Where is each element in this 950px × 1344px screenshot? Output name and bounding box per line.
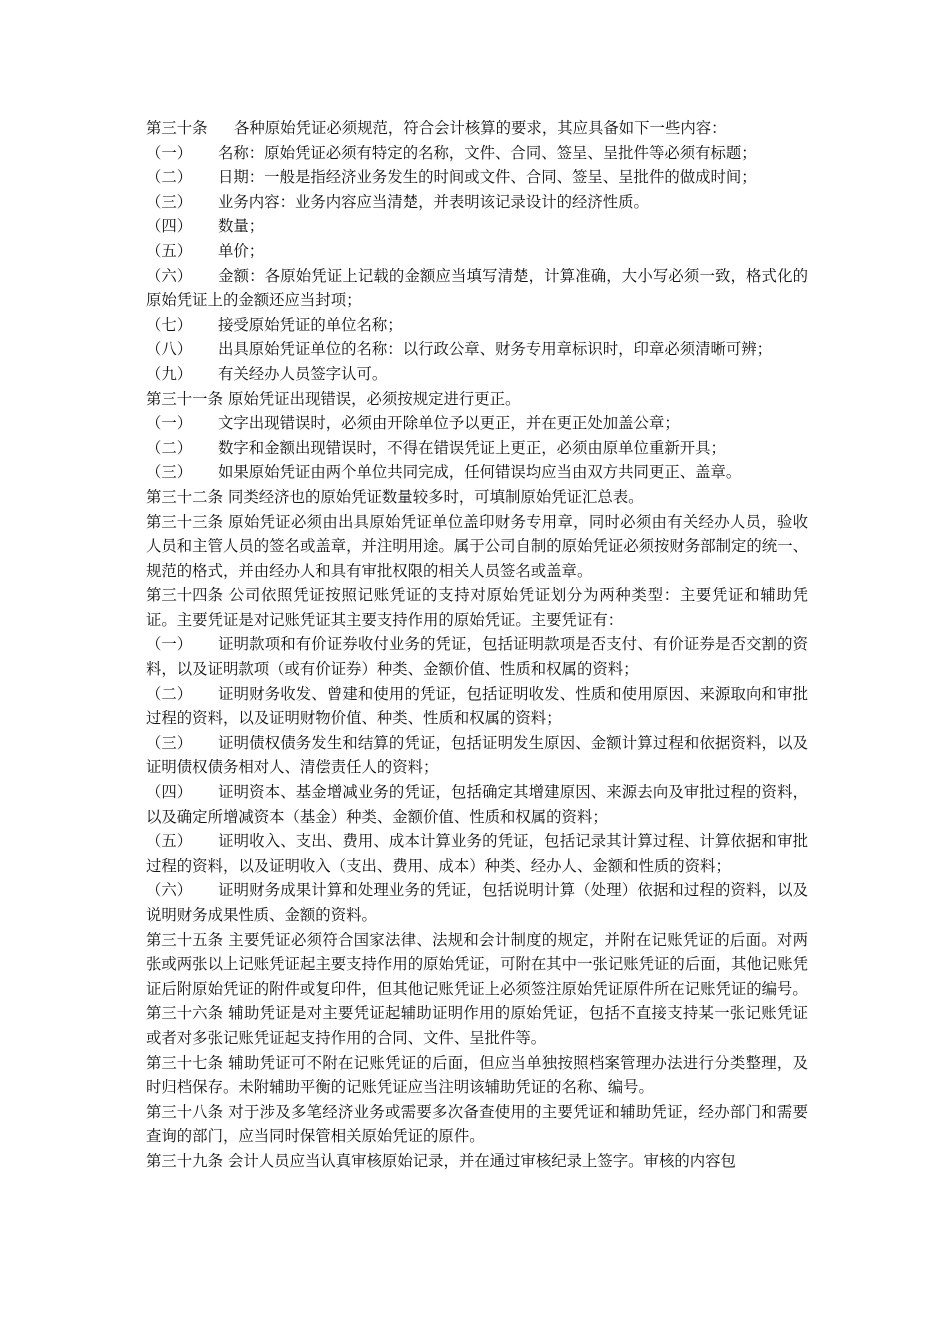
item-number: （一） (146, 635, 193, 654)
article-paragraph (146, 1100, 808, 1149)
item-text: 证明债权债务发生和结算的凭证，包括证明发生原因、金额计算过程和依据资料，以及证明债权债务相对人、清偿责任人的资料； (146, 733, 808, 777)
item-text: 如果原始凭证由两个单位共同完成，任何错误均应当由双方共同更正、盖章。 (218, 463, 742, 482)
article-paragraph (146, 928, 808, 1002)
item-number: （一） (146, 414, 193, 433)
article-text: 主要凭证必须符合国家法律、法规和会计制度的规定，并附在记账凭证的后面。对两张或两张以上记账凭证起主要支持作用的原始凭证，可附在其中一张记账凭证的后面，其他记账凭证后附原始凭证的附件或复印件，但其他记账凭证上必须签注原始凭证原件所在记账凭证的编号。 (146, 930, 808, 998)
item-number: （二） (146, 438, 193, 457)
item-text: 数量； (218, 217, 265, 236)
item-text: 有关经办人员签字认可。 (218, 364, 388, 383)
article-paragraph (146, 387, 808, 412)
list-item (146, 264, 808, 313)
item-text: 证明款项和有价证券收付业务的凭证，包括证明款项是否支付、有价证券是否交割的资料，以及证明款项（或有价证券）种类、金额价值、性质和权属的资料； (146, 635, 808, 679)
item-number: （五） (146, 832, 193, 851)
list-item (146, 436, 808, 461)
item-number: （七） (146, 315, 193, 334)
article-number: 第三十二条 (146, 487, 223, 506)
article-text: 辅助凭证可不附在记账凭证的后面，但应当单独按照档案管理办法进行分类整理，及时归档保存。未附辅助平衡的记账凭证应当注明该辅助凭证的名称、编号。 (146, 1053, 808, 1097)
list-item (146, 141, 808, 166)
item-number: （一） (146, 143, 193, 162)
article-paragraph (146, 1001, 808, 1050)
item-number: （四） (146, 217, 193, 236)
item-number: （三） (146, 192, 193, 211)
article-text: 对于涉及多笔经济业务或需要多次备查使用的主要凭证和辅助凭证，经办部门和需要查询的部门，应当同时保管相关原始凭证的原件。 (146, 1102, 808, 1146)
list-item (146, 362, 808, 387)
article-text: 原始凭证出现错误，必须按规定进行更正。 (228, 389, 521, 408)
article-paragraph (146, 116, 808, 141)
item-text: 证明财务成果计算和处理业务的凭证，包括说明计算（处理）依据和过程的资料，以及说明财务成果性质、金额的资料。 (146, 881, 808, 924)
item-number: （三） (146, 463, 193, 482)
item-text: 名称：原始凭证必须有特定的名称，文件、合同、签呈、呈批件等必须有标题； (218, 143, 757, 162)
item-text: 证明收入、支出、费用、成本计算业务的凭证，包括记录其计算过程、计算依据和审批过程的资料，以及证明收入（支出、费用、成本）种类、经办人、金额和性质的资料； (146, 832, 808, 875)
document-page (146, 116, 808, 1174)
item-text: 金额：各原始凭证上记载的金额应当填写清楚，计算准确，大小写必须一致，格式化的原始凭证上的金额还应当封项； (146, 266, 808, 310)
article-number: 第三十一条 (146, 389, 223, 408)
article-number: 第三十五条 (146, 930, 223, 949)
item-text: 证明财务收发、曾建和使用的凭证，包括证明收发、性质和使用原因、来源取向和审批过程的资料，以及证明财物价值、种类、性质和权属的资料； (146, 684, 808, 728)
item-number: （二） (146, 168, 193, 187)
article-number: 第三十六条 (146, 1004, 223, 1023)
list-item (146, 632, 808, 681)
article-text: 同类经济也的原始凭证数量较多时，可填制原始凭证汇总表。 (228, 487, 644, 506)
item-number: （二） (146, 684, 193, 703)
article-number: 第三十八条 (146, 1102, 223, 1121)
article-number: 第三十四条 (146, 586, 223, 605)
list-item (146, 239, 808, 264)
list-item (146, 313, 808, 338)
item-number: （九） (146, 364, 193, 383)
article-paragraph (146, 510, 808, 584)
list-item (146, 829, 808, 878)
list-item (146, 878, 808, 927)
list-item (146, 731, 808, 780)
article-number: 第三十九条 (146, 1151, 223, 1170)
item-number: （五） (146, 241, 193, 260)
list-item (146, 165, 808, 190)
article-text: 原始凭证必须由出具原始凭证单位盖印财务专用章，同时必须由有关经办人员，验收人员和主管人员的签名或盖章，并注明用途。属于公司自制的原始凭证必须按财务部制定的统一、规范的格式，并由经办人和具有审批权限的相关人员签名或盖章。 (146, 512, 808, 580)
item-text: 证明资本、基金增减业务的凭证，包括确定其增建原因、来源去向及审批过程的资料，以及确定所增减资本（基金）种类、金额价值、性质和权属的资料； (146, 783, 808, 826)
item-number: （四） (146, 783, 193, 802)
article-text: 各种原始凭证必须规范，符合会计核算的要求，其应具备如下一些内容： (234, 119, 727, 137)
article-paragraph (146, 1051, 808, 1100)
item-number: （三） (146, 733, 193, 752)
article-text: 辅助凭证是对主要凭证起辅助证明作用的原始凭证，包括不直接支持某一张记账凭证或者对多张记账凭证起支持作用的合同、文件、呈批件等。 (146, 1004, 808, 1047)
article-paragraph (146, 583, 808, 632)
item-number: （八） (146, 340, 193, 359)
list-item (146, 337, 808, 362)
item-number: （六） (146, 266, 193, 285)
list-item (146, 460, 808, 485)
item-text: 日期：一般是指经济业务发生的时间或文件、合同、签呈、呈批件的做成时间； (218, 168, 757, 187)
article-text: 公司依照凭证按照记账凭证的支持对原始凭证划分为两种类型：主要凭证和辅助凭证。主要凭证是对记账凭证其主要支持作用的原始凭证。主要凭证有： (146, 586, 808, 629)
article-number: 第三十条 (146, 119, 208, 137)
list-item (146, 682, 808, 731)
list-item (146, 411, 808, 436)
item-text: 数字和金额出现错误时，不得在错误凭证上更正，必须由原单位重新开具； (218, 438, 726, 457)
article-number: 第三十三条 (146, 512, 223, 531)
article-text: 会计人员应当认真审核原始记录，并在通过审核纪录上签字。审核的内容包 (228, 1151, 736, 1170)
item-text: 出具原始凭证单位的名称：以行政公章、财务专用章标识时，印章必须清晰可辨； (218, 340, 773, 359)
item-number: （六） (146, 881, 193, 900)
list-item (146, 780, 808, 829)
article-paragraph (146, 1149, 808, 1174)
item-text: 单价； (218, 241, 265, 260)
article-number: 第三十七条 (146, 1053, 223, 1072)
item-text: 接受原始凭证的单位名称； (218, 315, 403, 334)
item-text: 业务内容：业务内容应当清楚，并表明该记录设计的经济性质。 (218, 192, 649, 211)
list-item (146, 190, 808, 215)
list-item (146, 214, 808, 239)
article-paragraph (146, 485, 808, 510)
item-text: 文字出现错误时，必须由开除单位予以更正，并在更正处加盖公章； (218, 414, 680, 433)
